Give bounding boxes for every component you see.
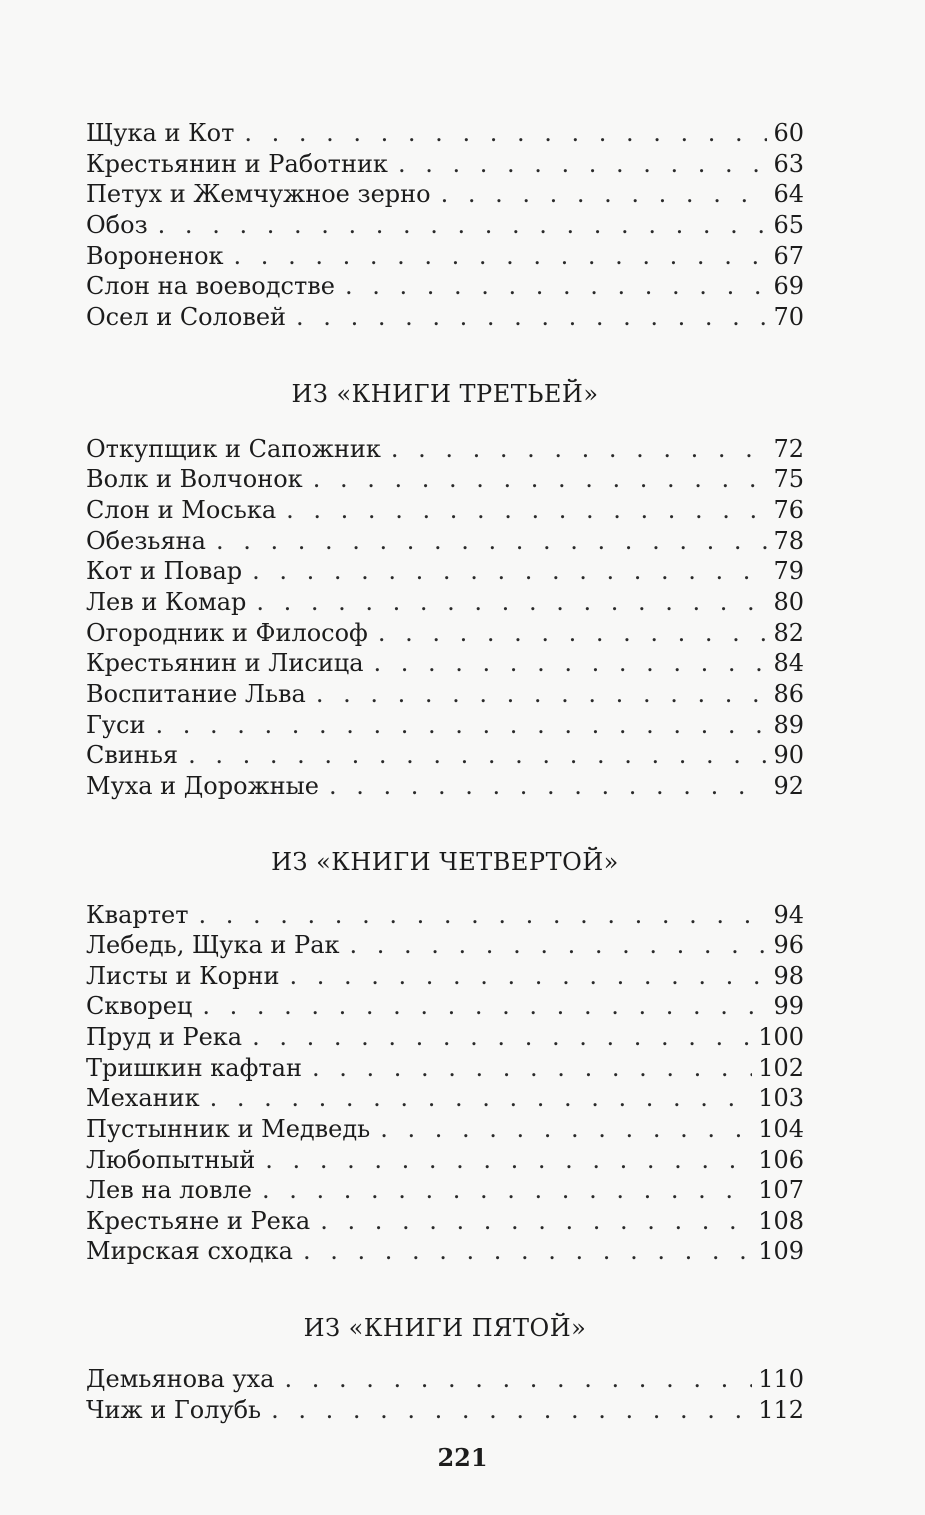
toc-entry-title: Кот и Повар bbox=[86, 557, 243, 585]
toc-entry bbox=[86, 1395, 804, 1425]
dot-leader bbox=[256, 587, 767, 617]
dot-leader bbox=[210, 1083, 753, 1113]
dot-leader bbox=[398, 149, 768, 179]
toc-entry bbox=[86, 1114, 804, 1144]
dot-leader bbox=[216, 526, 768, 556]
toc-entry-page: 103 bbox=[758, 1084, 804, 1112]
toc-entry-title: Тришкин кафтан bbox=[86, 1054, 302, 1082]
toc-entry-page: 110 bbox=[758, 1365, 804, 1393]
toc-entry bbox=[86, 149, 804, 179]
toc-entry-title: Гуси bbox=[86, 711, 146, 739]
toc-entry-page: 96 bbox=[773, 931, 804, 959]
dot-leader bbox=[345, 271, 768, 301]
dot-leader bbox=[289, 961, 767, 991]
toc-entry-title: Пруд и Река bbox=[86, 1023, 243, 1051]
dot-leader bbox=[244, 118, 767, 148]
toc-entry-page: 94 bbox=[773, 901, 804, 929]
toc-entry-page: 70 bbox=[773, 303, 804, 331]
dot-leader bbox=[350, 930, 768, 960]
toc-entry bbox=[86, 900, 804, 930]
toc-entry bbox=[86, 118, 804, 148]
section-heading: ИЗ «КНИГИ ПЯТОЙ» bbox=[303, 1314, 587, 1342]
toc-entry bbox=[86, 241, 804, 271]
toc-entry-title: Лев и Комар bbox=[86, 588, 247, 616]
toc-entry-page: 98 bbox=[773, 962, 804, 990]
toc-entry bbox=[86, 961, 804, 991]
toc-entry bbox=[86, 1206, 804, 1236]
toc-entry-title: Чиж и Голубь bbox=[86, 1396, 262, 1424]
toc-entry-page: 75 bbox=[773, 465, 804, 493]
dot-leader bbox=[391, 434, 768, 464]
toc-entry-page: 108 bbox=[758, 1207, 804, 1235]
toc-entry bbox=[86, 434, 804, 464]
page-number: 221 bbox=[437, 1443, 488, 1472]
toc-entry-title: Крестьяне и Река bbox=[86, 1207, 311, 1235]
dot-leader bbox=[199, 900, 768, 930]
toc-entry-title: Щука и Кот bbox=[86, 119, 235, 147]
toc-entry bbox=[86, 587, 804, 617]
toc-entry bbox=[86, 648, 804, 678]
dot-leader bbox=[312, 1053, 752, 1083]
dot-leader bbox=[158, 210, 768, 240]
toc-entry bbox=[86, 556, 804, 586]
toc-entry-page: 78 bbox=[773, 527, 804, 555]
toc-entry bbox=[86, 1175, 804, 1205]
toc-entry-page: 92 bbox=[773, 772, 804, 800]
dot-leader bbox=[441, 179, 768, 209]
toc-entry-title: Обоз bbox=[86, 211, 148, 239]
toc-entry bbox=[86, 1053, 804, 1083]
toc-entry-page: 106 bbox=[758, 1146, 804, 1174]
toc-entry-title: Петух и Жемчужное зерно bbox=[86, 180, 431, 208]
toc-entry bbox=[86, 710, 804, 740]
dot-leader bbox=[320, 1206, 752, 1236]
toc-entry-page: 84 bbox=[773, 649, 804, 677]
toc-entry-title: Крестьянин и Работник bbox=[86, 150, 388, 178]
dot-leader bbox=[286, 495, 767, 525]
toc-entry-title: Крестьянин и Лисица bbox=[86, 649, 364, 677]
toc-entry-page: 89 bbox=[773, 711, 804, 739]
toc-entry-page: 107 bbox=[758, 1176, 804, 1204]
toc-entry-title: Откупщик и Сапожник bbox=[86, 435, 381, 463]
dot-leader bbox=[329, 771, 768, 801]
dot-leader bbox=[234, 241, 768, 271]
toc-entry bbox=[86, 679, 804, 709]
toc-entry-title: Свинья bbox=[86, 741, 179, 769]
toc-entry-page: 64 bbox=[773, 180, 804, 208]
toc-entry-title: Муха и Дорожные bbox=[86, 772, 319, 800]
toc-entry bbox=[86, 991, 804, 1021]
toc-entry-page: 60 bbox=[773, 119, 804, 147]
toc-entry-page: 79 bbox=[773, 557, 804, 585]
toc-entry-page: 72 bbox=[773, 435, 804, 463]
dot-leader bbox=[303, 1236, 752, 1266]
toc-entry-title: Любопытный bbox=[86, 1146, 256, 1174]
toc-entry bbox=[86, 771, 804, 801]
toc-entry-page: 65 bbox=[773, 211, 804, 239]
dot-leader bbox=[271, 1395, 752, 1425]
dot-leader bbox=[378, 618, 768, 648]
toc-entry-title: Демьянова уха bbox=[86, 1365, 275, 1393]
toc-entry-page: 67 bbox=[773, 242, 804, 270]
dot-leader bbox=[374, 648, 768, 678]
toc-entry-title: Огородник и Философ bbox=[86, 619, 368, 647]
dot-leader bbox=[252, 556, 767, 586]
toc-entry bbox=[86, 271, 804, 301]
toc-entry bbox=[86, 526, 804, 556]
dot-leader bbox=[296, 302, 767, 332]
toc-entry-title: Воспитание Льва bbox=[86, 680, 306, 708]
dot-leader bbox=[380, 1114, 752, 1144]
toc-entry-title: Слон на воеводстве bbox=[86, 272, 335, 300]
toc-entry bbox=[86, 618, 804, 648]
toc-entry-page: 104 bbox=[758, 1115, 804, 1143]
toc-entry-page: 109 bbox=[758, 1237, 804, 1265]
toc-entry bbox=[86, 740, 804, 770]
toc-entry bbox=[86, 930, 804, 960]
dot-leader bbox=[155, 710, 767, 740]
toc-entry-page: 63 bbox=[773, 150, 804, 178]
toc-entry-page: 82 bbox=[773, 619, 804, 647]
toc-entry-page: 80 bbox=[773, 588, 804, 616]
toc-entry-title: Вороненок bbox=[86, 242, 224, 270]
toc-entry bbox=[86, 1364, 804, 1394]
toc-entry-title: Мирская сходка bbox=[86, 1237, 293, 1265]
dot-leader bbox=[316, 679, 768, 709]
toc-entry-title: Волк и Волчонок bbox=[86, 465, 303, 493]
toc-entry bbox=[86, 1022, 804, 1052]
toc-entry bbox=[86, 1236, 804, 1266]
toc-entry bbox=[86, 464, 804, 494]
toc-entry-title: Лев на ловле bbox=[86, 1176, 252, 1204]
toc-entry-page: 76 bbox=[773, 496, 804, 524]
dot-leader bbox=[313, 464, 768, 494]
toc-entry-page: 112 bbox=[758, 1396, 804, 1424]
toc-entry-title: Слон и Моська bbox=[86, 496, 277, 524]
toc-entry-title: Квартет bbox=[86, 901, 189, 929]
toc-entry-page: 100 bbox=[758, 1023, 804, 1051]
toc-entry-title: Листы и Корни bbox=[86, 962, 280, 990]
toc-entry-title: Скворец bbox=[86, 992, 193, 1020]
toc-entry-title: Обезьяна bbox=[86, 527, 206, 555]
toc-entry-page: 69 bbox=[773, 272, 804, 300]
toc-entry-page: 86 bbox=[773, 680, 804, 708]
toc-entry-title: Лебедь, Щука и Рак bbox=[86, 931, 340, 959]
toc-entry-page: 102 bbox=[758, 1054, 804, 1082]
section-heading: ИЗ «КНИГИ ТРЕТЬЕЙ» bbox=[291, 380, 599, 408]
toc-entry-title: Пустынник и Медведь bbox=[86, 1115, 371, 1143]
toc-entry-title: Осел и Соловей bbox=[86, 303, 287, 331]
dot-leader bbox=[252, 1022, 752, 1052]
dot-leader bbox=[262, 1175, 752, 1205]
toc-entry bbox=[86, 1083, 804, 1113]
toc-entry bbox=[86, 179, 804, 209]
toc-entry-page: 90 bbox=[773, 741, 804, 769]
toc-entry-title: Механик bbox=[86, 1084, 200, 1112]
dot-leader bbox=[188, 740, 767, 770]
toc-entry bbox=[86, 495, 804, 525]
toc-entry-page: 99 bbox=[773, 992, 804, 1020]
dot-leader bbox=[284, 1364, 752, 1394]
dot-leader bbox=[265, 1145, 752, 1175]
toc-entry bbox=[86, 302, 804, 332]
dot-leader bbox=[202, 991, 767, 1021]
section-heading: ИЗ «КНИГИ ЧЕТВЕРТОЙ» bbox=[271, 848, 619, 876]
toc-entry bbox=[86, 1145, 804, 1175]
toc-entry bbox=[86, 210, 804, 240]
